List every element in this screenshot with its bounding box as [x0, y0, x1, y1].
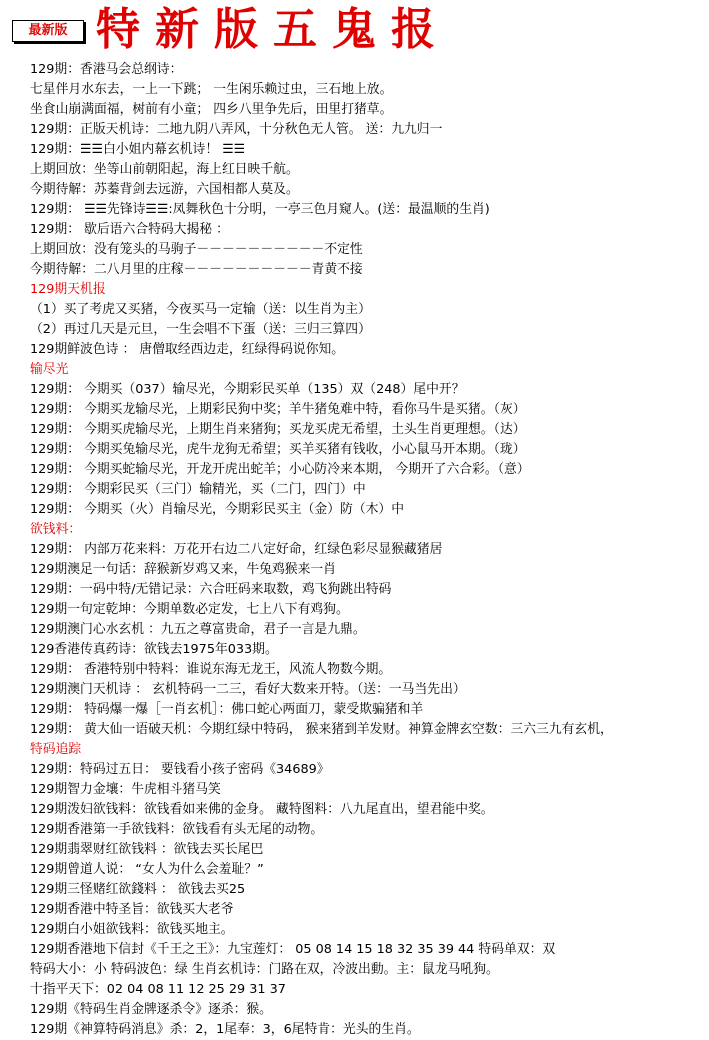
text-line: 今期待解：二八月里的庄稼－－－－－－－－－－青黄不接: [30, 262, 363, 277]
text-line: 129期鲜波色诗 ： 唐僧取经西边走，红绿得码说你知。: [30, 342, 345, 357]
text-line: 129期翡翠财红欲钱料 ：欲钱去买长尾巴: [30, 842, 264, 857]
text-line: （2）再过几天是元旦，一生会唱不下蛋（送：三归三算四）: [30, 322, 371, 337]
text-line: 129期：香港马会总纲诗：: [30, 62, 183, 77]
text-line: 上期回放：没有笼头的马驹子－－－－－－－－－－不定性: [30, 242, 363, 257]
text-line: 129期： 歇后语六合特码大揭秘 ：: [30, 222, 229, 237]
text-line: 129期：一码中特/无错记录：六合旺码来取数，鸡飞狗跳出特码: [30, 582, 392, 597]
text-line: 坐食山崩满面福，树前有小童； 四乡八里争先后，田里打猪草。: [30, 102, 393, 117]
text-line: 129期： 今期买（037）输尽光，今期彩民买单（135）双（248）尾中开？: [30, 382, 465, 397]
text-line: 129期香港中特圣旨：欲钱买大老爷: [30, 902, 234, 917]
text-line: 129期澳门心水玄机 ：九五之尊富贵命，君子一言是九鼎。: [30, 622, 366, 637]
text-line: 129期： 黄大仙一语破天机：今期红绿中特码， 猴来猪到羊发财。神算金牌玄空数：三六三九有玄机，: [30, 722, 613, 737]
section-heading: 欲钱料：: [30, 522, 82, 537]
text-line: （1）买了考虎又买猪，今夜买马一定输（送：以生肖为主）: [30, 302, 371, 317]
text-line: 129期三怪赌红欲錢料 ： 欲钱去买25: [30, 882, 246, 897]
text-line: 129期一句定乾坤：今期单数必定发，七上八下有鸡狗。: [30, 602, 349, 617]
text-line: 129期香港第一手欲钱料：欲钱看有头无尾的动物。: [30, 822, 324, 837]
page-title: 特新版五鬼报: [96, 4, 450, 55]
text-line: 129期： 今期买蛇输尽光，开龙开虎出蛇羊；小心防冷来本期， 今期开了六合彩。（意）: [30, 462, 530, 477]
text-line: 129期：特码过五日： 要钱看小孩子密码《34689》: [30, 762, 330, 777]
text-line: 129香港传真药诗：欲钱去1975年033期。: [30, 642, 278, 657]
text-line: 七星伴月水东去，一上一下跳； 一生闲乐赖过虫，三石地上放。: [30, 82, 393, 97]
text-line: 129期泼妇欲钱料：欲钱看如来佛的金身。 藏特图料：八九尾直出，望君能中奖。: [30, 802, 494, 817]
edition-badge: 最新版: [12, 20, 84, 42]
text-line: 129期智力金壤：牛虎相斗猪马笑: [30, 782, 221, 797]
text-line: 129期香港地下信封《千王之王》：九宝莲灯： 05 08 14 15 18 32 35 39 44 特码单双：双: [30, 942, 556, 957]
text-line: 129期： 今期彩民买（三门）输精光，买（二门，四门）中: [30, 482, 366, 497]
section-heading: 输尽光: [30, 362, 69, 377]
text-line: 129期澳门天机诗 ： 玄机特码一二三，看好大数来开特。（送：一马当先出）: [30, 682, 466, 697]
text-line: 十指平天下：02 04 08 11 12 25 29 31 37: [30, 982, 286, 997]
text-line: 129期：☰☰白小姐内幕玄机诗！ ☰☰: [30, 142, 246, 157]
text-line: 129期：正版天机诗：二地九阴八弄风，十分秋色无人管。 送：九九归一: [30, 122, 443, 137]
text-line: 今期待解：苏蓁背剑去远游，六国相都人莫及。: [30, 182, 299, 197]
section-heading: 129期天机报: [30, 282, 106, 297]
text-line: 129期： 今期买（火）肖输尽光，今期彩民买主（金）防（木）中: [30, 502, 405, 517]
text-line: 129期： 特码爆一爆［一肖玄机］：佛口蛇心两面刀，蒙受欺骗猪和羊: [30, 702, 424, 717]
section-heading: 特码追踪: [30, 742, 82, 757]
text-line: 129期《神算特码消息》杀：2，1尾奉：3，6尾特肯：光头的生肖。: [30, 1022, 420, 1037]
text-line: 129期白小姐欲钱料：欲钱买地主。: [30, 922, 234, 937]
text-line: 129期： 香港特别中特料：谁说东海无龙王，风流人物数今期。: [30, 662, 392, 677]
text-line: 129期： ☰☰先锋诗☰☰:凤舞秋色十分明，一亭三色月窥人。(送：最温顺的生肖): [30, 202, 490, 217]
text-line: 129期曾道人说： “女人为什么会羞耻？”: [30, 862, 264, 877]
text-line: 129期： 今期买兔输尽光，虎牛龙狗无希望；买羊买猪有钱收，小心鼠马开本期。（珑）: [30, 442, 526, 457]
text-line: 129期《特码生肖金牌逐杀令》逐杀：猴。: [30, 1002, 272, 1017]
text-line: 上期回放：坐等山前朝阳起，海上红日映千航。: [30, 162, 299, 177]
text-line: 129期： 今期买龙输尽光，上期彩民狗中奖；羊牛猪兔难中特，看你马牛是买猪。（灰）: [30, 402, 526, 417]
text-line: 129期澳足一句话：辞猴新岁鸡又来，牛兔鸡猴来一肖: [30, 562, 336, 577]
text-line: 129期： 今期买虎输尽光，上期生肖来猪狗；买龙买虎无希望，土头生肖更理想。（达）: [30, 422, 526, 437]
header: [0, 0, 709, 60]
text-line: 特码大小：小 特码波色：绿 生肖玄机诗：门路在双，冷波出動。主：鼠龙马吼狗。: [30, 962, 499, 977]
content-body: [30, 60, 703, 1040]
text-line: 129期： 内部万花来料：万花开右边二八定好命，红绿色彩尽显猴藏猪居: [30, 542, 443, 557]
